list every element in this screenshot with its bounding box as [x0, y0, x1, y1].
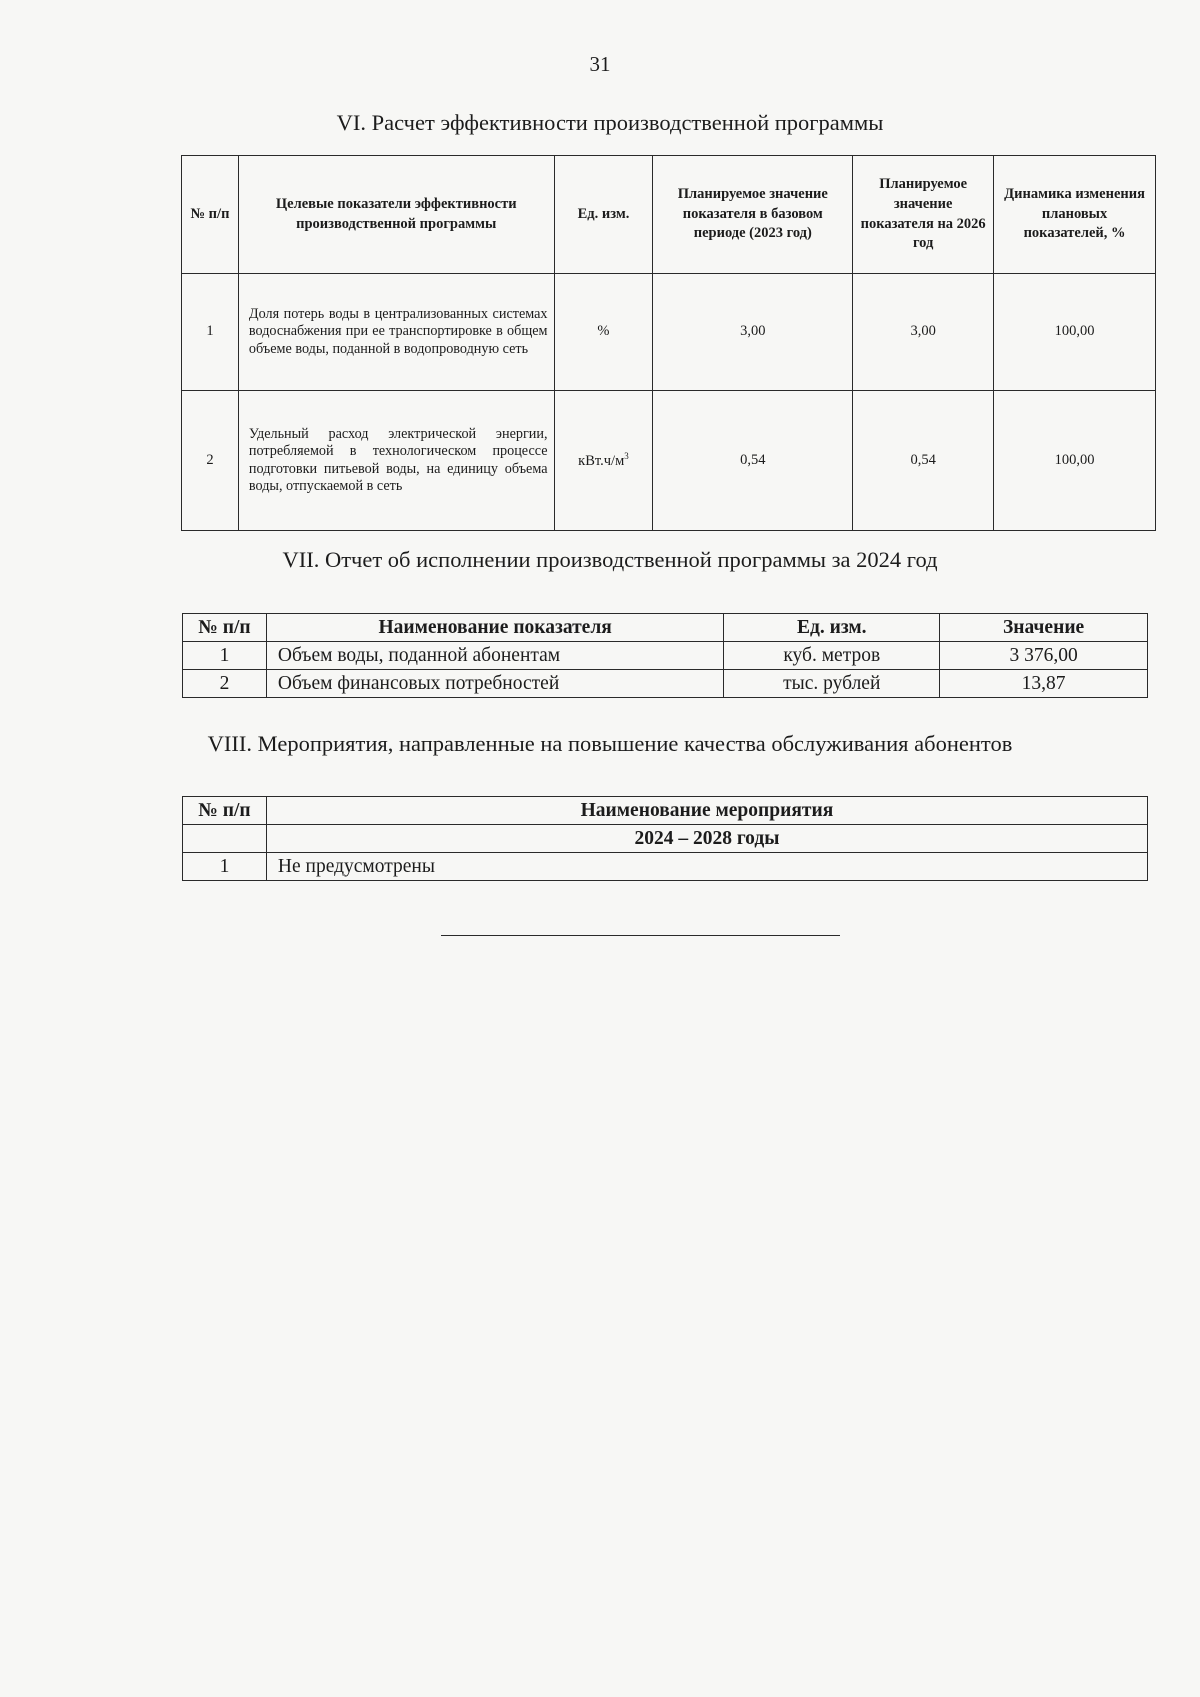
- value-cell: 3 376,00: [940, 642, 1148, 670]
- section-heading-report: VII. Отчет об исполнении производственной программы за 2024 год: [282, 547, 938, 572]
- dynamics-cell: 100,00: [994, 274, 1156, 391]
- indicator-name: Объем воды, поданной абонентам: [266, 642, 724, 670]
- dynamics-cell: 100,00: [994, 391, 1156, 531]
- row-number: 2: [182, 391, 239, 531]
- column-header-base-value: Планируемое значение показателя в базовом периоде (2023 год): [653, 156, 853, 274]
- column-header-plan-value: Планируемое значение показателя на 2026 год: [853, 156, 994, 274]
- row-number: 1: [183, 853, 267, 881]
- table-row: [183, 642, 1148, 670]
- unit-cell: %: [554, 274, 653, 391]
- efficiency-table: [181, 155, 1156, 531]
- column-header-number: № п/п: [182, 156, 239, 274]
- unit-text: кВт.ч/м: [578, 452, 625, 469]
- measure-name: Не предусмотрены: [266, 853, 1147, 881]
- unit-cell: [554, 391, 653, 531]
- row-number: 1: [182, 274, 239, 391]
- row-number: 1: [183, 642, 267, 670]
- empty-cell: [183, 825, 267, 853]
- base-value-cell: 3,00: [653, 274, 853, 391]
- unit-cell: тыс. рублей: [724, 670, 940, 698]
- indicator-name: Удельный расход электрической энергии, потребляемой в технологическом процессе подготовки питьевой воды, на единицу объема воды, отпускаемой в сеть: [238, 391, 554, 531]
- period-label: 2024 – 2028 годы: [266, 825, 1147, 853]
- table-row: [182, 391, 1156, 531]
- plan-value-cell: 3,00: [853, 274, 994, 391]
- row-number: 2: [183, 670, 267, 698]
- column-header-measure: Наименование мероприятия: [266, 797, 1147, 825]
- base-value-cell: 0,54: [653, 391, 853, 531]
- indicator-name: Объем финансовых потребностей: [266, 670, 724, 698]
- page-number: 31: [589, 52, 611, 76]
- period-row: [183, 825, 1148, 853]
- section-heading-measures: VIII. Мероприятия, направленные на повышение качества обслуживания абонентов: [207, 731, 1013, 756]
- value-cell: 13,87: [940, 670, 1148, 698]
- column-header-indicator: Целевые показатели эффективности производственной программы: [238, 156, 554, 274]
- plan-value-cell: 0,54: [853, 391, 994, 531]
- column-header-number: № п/п: [183, 797, 267, 825]
- report-table: [182, 613, 1148, 698]
- indicator-name: Доля потерь воды в централизованных системах водоснабжения при ее транспортировке в общем объеме воды, поданной в водопроводную сеть: [238, 274, 554, 391]
- unit-superscript: 3: [624, 450, 629, 461]
- table-header-row: [182, 156, 1156, 274]
- column-header-unit: Ед. изм.: [724, 614, 940, 642]
- closing-divider: [441, 935, 840, 936]
- column-header-number: № п/п: [183, 614, 267, 642]
- table-row: [182, 274, 1156, 391]
- column-header-unit: Ед. изм.: [554, 156, 653, 274]
- column-header-indicator: Наименование показателя: [266, 614, 724, 642]
- table-header-row: [183, 614, 1148, 642]
- table-row: [183, 853, 1148, 881]
- table-row: [183, 670, 1148, 698]
- table-header-row: [183, 797, 1148, 825]
- unit-cell: куб. метров: [724, 642, 940, 670]
- measures-table: [182, 796, 1148, 881]
- column-header-value: Значение: [940, 614, 1148, 642]
- column-header-dynamics: Динамика изменения плановых показателей, %: [994, 156, 1156, 274]
- section-heading-efficiency: VI. Расчет эффективности производственной программы: [336, 110, 884, 135]
